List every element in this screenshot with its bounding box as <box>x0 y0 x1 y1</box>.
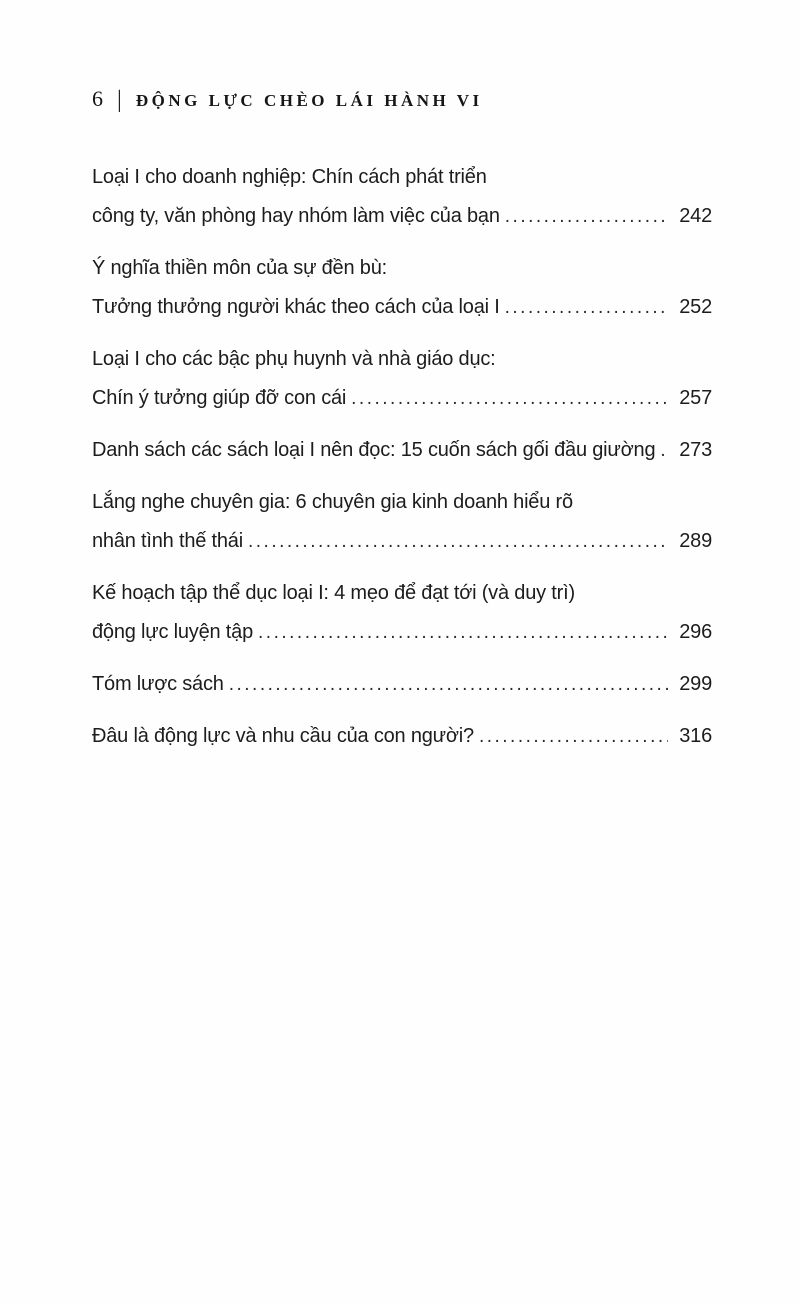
dot-leader <box>505 288 668 327</box>
toc-entry <box>92 340 712 418</box>
toc-entry <box>92 158 712 236</box>
dot-leader <box>229 665 668 704</box>
toc-page-number: 316 <box>679 725 712 747</box>
toc-entry-last-line <box>92 717 712 756</box>
toc-page-number: 296 <box>679 621 712 643</box>
toc-entry-text: công ty, văn phòng hay nhóm làm việc của bạn <box>92 205 500 227</box>
page-number: 6 <box>92 86 103 111</box>
dot-leader <box>505 197 668 236</box>
header-separator: | <box>117 87 122 113</box>
dot-leader <box>479 717 668 756</box>
toc-entry <box>92 665 712 704</box>
dot-leader <box>248 522 668 561</box>
toc-page-number: 257 <box>679 387 712 409</box>
toc-entry-last-line <box>92 613 712 652</box>
toc-entry <box>92 483 712 561</box>
toc-page-number: 273 <box>679 439 712 461</box>
toc-entry-text: Đâu là động lực và nhu cầu của con người? <box>92 725 474 747</box>
running-head <box>92 86 712 113</box>
toc-entry-text: Tóm lược sách <box>92 673 224 695</box>
toc-entry-line: Loại I cho các bậc phụ huynh và nhà giáo dục: <box>92 348 496 370</box>
toc-entry-line: Kế hoạch tập thể dục loại I: 4 mẹo để đạt tới (và duy trì) <box>92 582 575 604</box>
toc-page-number: 252 <box>679 296 712 318</box>
table-of-contents <box>92 158 712 769</box>
toc-entry-last-line <box>92 522 712 561</box>
dot-leader <box>351 379 668 418</box>
toc-page-number: 299 <box>679 673 712 695</box>
toc-entry-last-line <box>92 431 712 470</box>
toc-entry <box>92 249 712 327</box>
toc-page-number: 242 <box>679 205 712 227</box>
toc-entry <box>92 574 712 652</box>
toc-entry-text: Chín ý tưởng giúp đỡ con cái <box>92 387 347 409</box>
toc-entry-last-line <box>92 665 712 704</box>
toc-entry <box>92 431 712 470</box>
toc-page-number: 289 <box>679 530 712 552</box>
book-title: ĐỘNG LỰC CHÈO LÁI HÀNH VI <box>135 91 483 110</box>
dot-leader <box>258 613 668 652</box>
dot-leader <box>660 431 668 470</box>
toc-entry-line: Loại I cho doanh nghiệp: Chín cách phát triển <box>92 166 487 188</box>
toc-entry-line: Lắng nghe chuyên gia: 6 chuyên gia kinh doanh hiểu rõ <box>92 491 573 513</box>
toc-entry-text: động lực luyện tập <box>92 621 254 643</box>
toc-entry-last-line <box>92 197 712 236</box>
toc-entry-line: Ý nghĩa thiền môn của sự đền bù: <box>92 257 387 279</box>
toc-entry-text: Danh sách các sách loại I nên đọc: 15 cuốn sách gối đầu giường <box>92 439 656 461</box>
toc-entry <box>92 717 712 756</box>
toc-entry-text: nhân tình thế thái <box>92 530 243 552</box>
toc-entry-text: Tưởng thưởng người khác theo cách của loại I <box>92 296 500 318</box>
toc-entry-last-line <box>92 379 712 418</box>
toc-entry-last-line <box>92 288 712 327</box>
